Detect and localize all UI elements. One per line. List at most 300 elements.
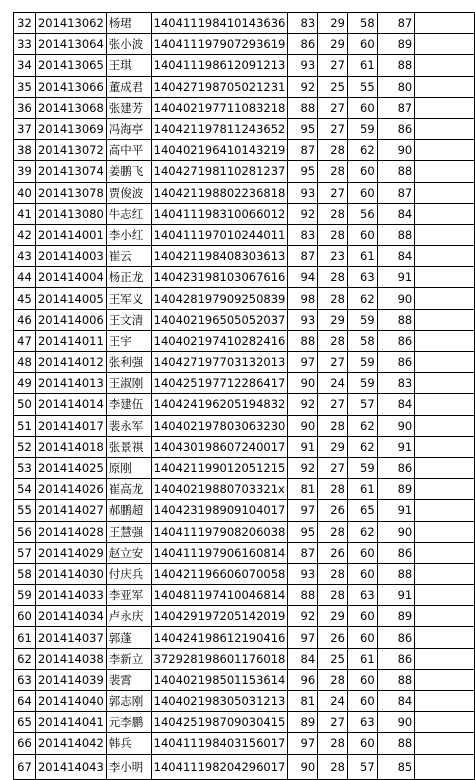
student-id: 201414030 <box>35 563 106 584</box>
score-2: 24 <box>318 691 348 712</box>
student-id: 201414001 <box>35 224 106 245</box>
score-1: 96 <box>288 669 318 690</box>
id-number: 140421198802236818 <box>151 182 288 203</box>
id-number: 140423198103067616 <box>151 267 288 288</box>
row-index: 51 <box>14 415 36 436</box>
id-number: 140428197909250839 <box>151 288 288 309</box>
student-id: 201413078 <box>35 182 106 203</box>
table-row <box>14 563 475 584</box>
table-row <box>14 267 475 288</box>
row-index: 60 <box>14 606 36 627</box>
table-row <box>14 13 475 34</box>
student-name: 原刚 <box>106 457 151 478</box>
score-1: 93 <box>288 55 318 76</box>
row-index: 63 <box>14 669 36 690</box>
table-row <box>14 330 475 351</box>
score-total: 91 <box>377 500 415 521</box>
score-2: 29 <box>318 436 348 457</box>
score-2: 23 <box>318 246 348 267</box>
id-number: 140402196505052037 <box>151 309 288 330</box>
empty-cell <box>415 521 475 542</box>
student-name: 李小红 <box>106 224 151 245</box>
score-total: 83 <box>377 373 415 394</box>
score-1: 88 <box>288 585 318 606</box>
table-row <box>14 436 475 457</box>
table-body <box>14 13 475 780</box>
table-row <box>14 182 475 203</box>
empty-cell <box>415 500 475 521</box>
student-name: 杨珺 <box>106 13 151 34</box>
score-1: 81 <box>288 691 318 712</box>
empty-cell <box>415 691 475 712</box>
row-index: 44 <box>14 267 36 288</box>
score-2: 26 <box>318 500 348 521</box>
id-number: 140421199012051215 <box>151 457 288 478</box>
id-number: 140411198612091213 <box>151 55 288 76</box>
score-3: 63 <box>347 712 377 733</box>
score-3: 59 <box>347 309 377 330</box>
empty-cell <box>415 13 475 34</box>
id-number: 140411197907293619 <box>151 34 288 55</box>
empty-cell <box>415 76 475 97</box>
score-1: 92 <box>288 606 318 627</box>
id-number: 140402196410143219 <box>151 140 288 161</box>
student-name: 冯海亭 <box>106 118 151 139</box>
student-name: 付庆兵 <box>106 563 151 584</box>
row-index: 50 <box>14 394 36 415</box>
score-total: 90 <box>377 288 415 309</box>
score-total: 86 <box>377 457 415 478</box>
student-id: 201414017 <box>35 415 106 436</box>
id-number: 140411197906160814 <box>151 542 288 563</box>
score-1: 87 <box>288 246 318 267</box>
score-3: 59 <box>347 457 377 478</box>
table-row <box>14 415 475 436</box>
score-1: 92 <box>288 76 318 97</box>
score-1: 83 <box>288 224 318 245</box>
row-index: 54 <box>14 479 36 500</box>
score-3: 60 <box>347 563 377 584</box>
student-name: 杨正龙 <box>106 267 151 288</box>
row-index: 43 <box>14 246 36 267</box>
score-2: 28 <box>318 479 348 500</box>
score-1: 93 <box>288 182 318 203</box>
table-row <box>14 733 475 754</box>
empty-cell <box>415 669 475 690</box>
score-3: 62 <box>347 288 377 309</box>
score-total: 88 <box>377 161 415 182</box>
row-index: 65 <box>14 712 36 733</box>
student-name: 王宇 <box>106 330 151 351</box>
empty-cell <box>415 182 475 203</box>
row-index: 33 <box>14 34 36 55</box>
table-row <box>14 309 475 330</box>
empty-cell <box>415 224 475 245</box>
score-2: 28 <box>318 415 348 436</box>
score-total: 80 <box>377 76 415 97</box>
score-total: 88 <box>377 224 415 245</box>
score-1: 91 <box>288 436 318 457</box>
row-index: 40 <box>14 182 36 203</box>
id-number: 140430198607240017 <box>151 436 288 457</box>
score-2: 27 <box>318 182 348 203</box>
table-row <box>14 373 475 394</box>
student-id: 201414034 <box>35 606 106 627</box>
table-row <box>14 224 475 245</box>
score-1: 87 <box>288 542 318 563</box>
score-2: 27 <box>318 55 348 76</box>
score-3: 65 <box>347 500 377 521</box>
row-index: 59 <box>14 585 36 606</box>
score-1: 97 <box>288 733 318 754</box>
row-index: 49 <box>14 373 36 394</box>
student-id: 201414025 <box>35 457 106 478</box>
score-3: 57 <box>347 394 377 415</box>
score-2: 28 <box>318 288 348 309</box>
score-total: 86 <box>377 352 415 373</box>
score-3: 60 <box>347 97 377 118</box>
empty-cell <box>415 161 475 182</box>
score-total: 84 <box>377 203 415 224</box>
row-index: 38 <box>14 140 36 161</box>
empty-cell <box>415 585 475 606</box>
score-total: 86 <box>377 542 415 563</box>
score-2: 28 <box>318 330 348 351</box>
empty-cell <box>415 394 475 415</box>
score-1: 84 <box>288 648 318 669</box>
row-index: 53 <box>14 457 36 478</box>
score-2: 29 <box>318 34 348 55</box>
score-total: 88 <box>377 733 415 754</box>
score-1: 95 <box>288 521 318 542</box>
student-id: 201413066 <box>35 76 106 97</box>
score-3: 60 <box>347 669 377 690</box>
score-1: 92 <box>288 203 318 224</box>
empty-cell <box>415 754 475 779</box>
row-index: 66 <box>14 733 36 754</box>
student-id: 201414027 <box>35 500 106 521</box>
id-number: 140421197811243652 <box>151 118 288 139</box>
table-row <box>14 55 475 76</box>
student-id: 201414005 <box>35 288 106 309</box>
id-number: 140425198709030415 <box>151 712 288 733</box>
id-number: 140411198403156017 <box>151 733 288 754</box>
student-id: 201413062 <box>35 13 106 34</box>
score-2: 27 <box>318 118 348 139</box>
student-id: 201413069 <box>35 118 106 139</box>
student-name: 王文清 <box>106 309 151 330</box>
empty-cell <box>415 436 475 457</box>
row-index: 39 <box>14 161 36 182</box>
student-id: 201414004 <box>35 267 106 288</box>
student-name: 郝鹏超 <box>106 500 151 521</box>
score-total: 91 <box>377 436 415 457</box>
score-2: 24 <box>318 373 348 394</box>
id-number: 140421196606070058 <box>151 563 288 584</box>
score-total: 90 <box>377 521 415 542</box>
id-number: 140427197703132013 <box>151 352 288 373</box>
id-number: 140411198410143636 <box>151 13 288 34</box>
empty-cell <box>415 288 475 309</box>
student-id: 201414039 <box>35 669 106 690</box>
student-id: 201413065 <box>35 55 106 76</box>
student-id: 201414029 <box>35 542 106 563</box>
score-3: 60 <box>347 627 377 648</box>
row-index: 48 <box>14 352 36 373</box>
score-total: 87 <box>377 182 415 203</box>
id-number: 140402198501153614 <box>151 669 288 690</box>
score-total: 84 <box>377 246 415 267</box>
student-name: 王慧强 <box>106 521 151 542</box>
student-name: 李小明 <box>106 754 151 779</box>
row-index: 42 <box>14 224 36 245</box>
score-3: 61 <box>347 479 377 500</box>
id-number: 140411197908206038 <box>151 521 288 542</box>
student-id: 201414003 <box>35 246 106 267</box>
row-index: 35 <box>14 76 36 97</box>
student-name: 郭志刚 <box>106 691 151 712</box>
student-name: 高中平 <box>106 140 151 161</box>
score-total: 88 <box>377 669 415 690</box>
student-id: 201414026 <box>35 479 106 500</box>
id-number: 140421198408303613 <box>151 246 288 267</box>
score-2: 28 <box>318 140 348 161</box>
student-id: 201414040 <box>35 691 106 712</box>
score-3: 59 <box>347 352 377 373</box>
student-id: 201414033 <box>35 585 106 606</box>
score-2: 28 <box>318 267 348 288</box>
table-row <box>14 669 475 690</box>
score-3: 62 <box>347 436 377 457</box>
student-name: 姜鹏飞 <box>106 161 151 182</box>
table-row <box>14 754 475 779</box>
student-name: 崔高龙 <box>106 479 151 500</box>
empty-cell <box>415 140 475 161</box>
row-index: 36 <box>14 97 36 118</box>
id-number: 140424196205194832 <box>151 394 288 415</box>
score-2: 28 <box>318 669 348 690</box>
student-id: 201413074 <box>35 161 106 182</box>
student-id: 201414042 <box>35 733 106 754</box>
score-1: 97 <box>288 500 318 521</box>
empty-cell <box>415 479 475 500</box>
id-number: 140427198705021231 <box>151 76 288 97</box>
table-row <box>14 648 475 669</box>
table-row <box>14 542 475 563</box>
table-row <box>14 394 475 415</box>
row-index: 46 <box>14 309 36 330</box>
score-3: 60 <box>347 691 377 712</box>
score-2: 27 <box>318 712 348 733</box>
empty-cell <box>415 203 475 224</box>
score-1: 93 <box>288 309 318 330</box>
score-total: 91 <box>377 267 415 288</box>
score-3: 60 <box>347 182 377 203</box>
score-1: 95 <box>288 161 318 182</box>
id-number: 372928198601176018 <box>151 648 288 669</box>
id-number: 140402197803063230 <box>151 415 288 436</box>
score-total: 90 <box>377 140 415 161</box>
student-id: 201414012 <box>35 352 106 373</box>
score-3: 61 <box>347 55 377 76</box>
table-row <box>14 203 475 224</box>
row-index: 45 <box>14 288 36 309</box>
student-name: 王军义 <box>106 288 151 309</box>
id-number: 140424198612190416 <box>151 627 288 648</box>
score-3: 56 <box>347 203 377 224</box>
score-3: 61 <box>347 648 377 669</box>
student-id: 201414014 <box>35 394 106 415</box>
student-name: 张小波 <box>106 34 151 55</box>
table-row <box>14 691 475 712</box>
table-row <box>14 479 475 500</box>
empty-cell <box>415 34 475 55</box>
table-row <box>14 76 475 97</box>
empty-cell <box>415 415 475 436</box>
score-1: 93 <box>288 563 318 584</box>
id-number: 140402197711083218 <box>151 97 288 118</box>
student-name: 贾俊波 <box>106 182 151 203</box>
id-number: 140411197010244011 <box>151 224 288 245</box>
empty-cell <box>415 330 475 351</box>
score-1: 81 <box>288 479 318 500</box>
score-total: 87 <box>377 97 415 118</box>
table-row <box>14 712 475 733</box>
score-3: 60 <box>347 733 377 754</box>
score-3: 60 <box>347 542 377 563</box>
score-3: 60 <box>347 224 377 245</box>
table-row <box>14 627 475 648</box>
student-id: 201414013 <box>35 373 106 394</box>
row-index: 55 <box>14 500 36 521</box>
score-total: 90 <box>377 415 415 436</box>
row-index: 34 <box>14 55 36 76</box>
score-2: 28 <box>318 585 348 606</box>
score-1: 97 <box>288 627 318 648</box>
table-row <box>14 500 475 521</box>
student-id: 201414038 <box>35 648 106 669</box>
score-3: 58 <box>347 13 377 34</box>
table-row <box>14 606 475 627</box>
row-index: 32 <box>14 13 36 34</box>
score-2: 27 <box>318 97 348 118</box>
row-index: 62 <box>14 648 36 669</box>
score-3: 61 <box>347 246 377 267</box>
student-name: 王淑刚 <box>106 373 151 394</box>
student-name: 赵立安 <box>106 542 151 563</box>
student-name: 王琪 <box>106 55 151 76</box>
student-id: 201414028 <box>35 521 106 542</box>
student-id: 201414018 <box>35 436 106 457</box>
empty-cell <box>415 457 475 478</box>
student-id: 201413080 <box>35 203 106 224</box>
student-id: 201414043 <box>35 754 106 779</box>
table-row <box>14 118 475 139</box>
score-3: 60 <box>347 161 377 182</box>
score-3: 62 <box>347 140 377 161</box>
score-3: 59 <box>347 373 377 394</box>
score-table <box>13 12 475 780</box>
empty-cell <box>415 118 475 139</box>
score-1: 83 <box>288 13 318 34</box>
score-1: 88 <box>288 97 318 118</box>
empty-cell <box>415 373 475 394</box>
score-total: 84 <box>377 394 415 415</box>
id-number: 140481197410046814 <box>151 585 288 606</box>
table-row <box>14 521 475 542</box>
score-3: 62 <box>347 521 377 542</box>
table-row <box>14 97 475 118</box>
id-number: 140429197205142019 <box>151 606 288 627</box>
score-1: 97 <box>288 352 318 373</box>
id-number: 140423198909104017 <box>151 500 288 521</box>
id-number: 140402197410282416 <box>151 330 288 351</box>
score-2: 28 <box>318 521 348 542</box>
score-total: 89 <box>377 606 415 627</box>
empty-cell <box>415 712 475 733</box>
table-row <box>14 585 475 606</box>
score-3: 55 <box>347 76 377 97</box>
empty-cell <box>415 309 475 330</box>
table-row <box>14 246 475 267</box>
score-total: 88 <box>377 55 415 76</box>
score-3: 60 <box>347 34 377 55</box>
score-total: 89 <box>377 34 415 55</box>
student-name: 张建芳 <box>106 97 151 118</box>
table-row <box>14 352 475 373</box>
student-name: 李新立 <box>106 648 151 669</box>
student-name: 郭蓬 <box>106 627 151 648</box>
score-total: 88 <box>377 563 415 584</box>
score-total: 84 <box>377 691 415 712</box>
student-name: 牛志红 <box>106 203 151 224</box>
student-id: 201413064 <box>35 34 106 55</box>
score-1: 95 <box>288 118 318 139</box>
score-2: 25 <box>318 648 348 669</box>
empty-cell <box>415 627 475 648</box>
student-id: 201414041 <box>35 712 106 733</box>
student-id: 201413072 <box>35 140 106 161</box>
score-2: 26 <box>318 627 348 648</box>
score-2: 28 <box>318 224 348 245</box>
score-1: 86 <box>288 34 318 55</box>
score-total: 91 <box>377 585 415 606</box>
score-total: 90 <box>377 712 415 733</box>
score-3: 59 <box>347 118 377 139</box>
score-3: 63 <box>347 267 377 288</box>
row-index: 57 <box>14 542 36 563</box>
row-index: 37 <box>14 118 36 139</box>
score-2: 26 <box>318 542 348 563</box>
student-name: 张利强 <box>106 352 151 373</box>
empty-cell <box>415 55 475 76</box>
score-2: 28 <box>318 754 348 779</box>
row-index: 61 <box>14 627 36 648</box>
score-2: 28 <box>318 733 348 754</box>
empty-cell <box>415 352 475 373</box>
empty-cell <box>415 97 475 118</box>
table-row <box>14 34 475 55</box>
student-name: 李建伍 <box>106 394 151 415</box>
id-number: 140411198310066012 <box>151 203 288 224</box>
score-2: 29 <box>318 309 348 330</box>
score-2: 28 <box>318 203 348 224</box>
id-number: 140411198204296017 <box>151 754 288 779</box>
score-2: 25 <box>318 76 348 97</box>
score-total: 85 <box>377 754 415 779</box>
score-1: 89 <box>288 712 318 733</box>
student-name: 崔云 <box>106 246 151 267</box>
